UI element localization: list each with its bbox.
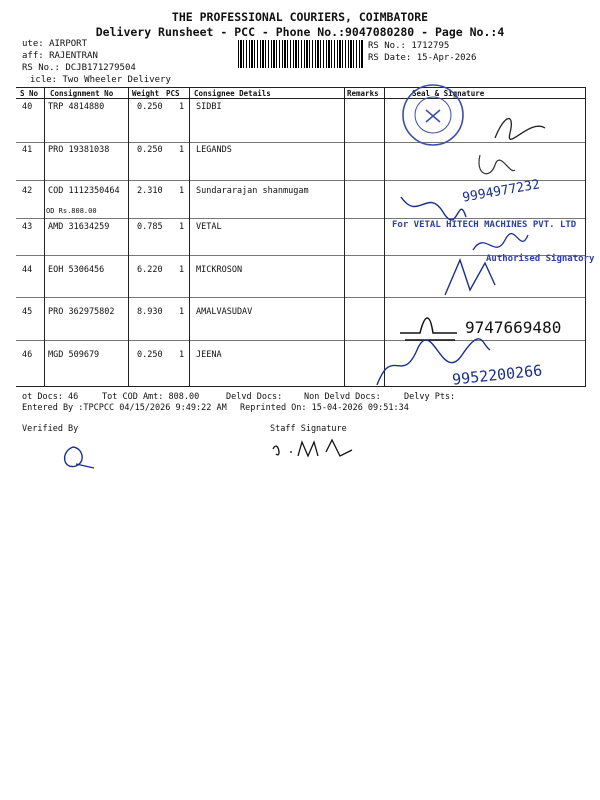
row-sno: 46 — [22, 350, 33, 360]
authorised-signatory-stamp: Authorised Signatory — [486, 254, 595, 264]
verified-by-label: Verified By — [22, 424, 79, 434]
row-pcs: 1 — [179, 102, 185, 112]
col-header-consignee: Consignee Details — [194, 89, 271, 98]
table-top-rule — [16, 87, 586, 88]
row-weight: 0.250 — [137, 350, 163, 360]
runsheet-subtitle: Delivery Runsheet - PCC - Phone No.:9047080280 - Page No.:4 — [95, 25, 505, 39]
row-divider — [16, 297, 586, 298]
col-divider — [344, 88, 345, 387]
col-header-pcs: PCS — [166, 89, 180, 98]
row-pcs: 1 — [179, 145, 185, 155]
row-sno: 45 — [22, 307, 33, 317]
seal-stamp-icon — [398, 80, 468, 150]
verifier-signature-icon — [58, 442, 98, 472]
delivered-docs: Delvd Docs: — [226, 392, 283, 402]
rs-number: RS No.: 1712795 — [368, 41, 450, 51]
company-title: THE PROFESSIONAL COURIERS, COIMBATORE — [171, 10, 429, 24]
staff-signature-icon — [268, 434, 358, 464]
row-weight: 0.250 — [137, 102, 163, 112]
col-divider — [189, 88, 190, 387]
row-pcs: 1 — [179, 265, 185, 275]
rs-date: RS Date: 15-Apr-2026 — [368, 53, 477, 63]
company-stamp: For VETAL HITECH MACHINES PVT. LTD — [392, 220, 577, 230]
row-weight: 0.785 — [137, 222, 163, 232]
row-consignment: TRP 4814880 — [48, 102, 105, 112]
non-delivered-docs: Non Delvd Docs: — [304, 392, 381, 402]
staff-field: aff: RAJENTRAN — [22, 51, 98, 61]
row-divider — [16, 340, 586, 341]
col-header-seal: Seal & Signature — [412, 89, 485, 98]
col-divider — [44, 88, 45, 387]
row-pcs: 1 — [179, 222, 185, 232]
signature-icon — [490, 108, 550, 148]
row-consignment: PRO 362975802 — [48, 307, 115, 317]
total-cod-amount: Tot COD Amt: 808.00 — [102, 392, 200, 402]
col-header-remarks: Remarks — [347, 89, 379, 98]
row-pcs: 1 — [179, 350, 185, 360]
barcode — [238, 40, 364, 68]
row-weight: 2.310 — [137, 186, 163, 196]
row-pcs: 1 — [179, 186, 185, 196]
row-weight: 6.220 — [137, 265, 163, 275]
row-consignment: COD 1112350464 — [48, 186, 120, 196]
row-consignee: VETAL — [196, 222, 222, 232]
row-consignment: MGD 509679 — [48, 350, 100, 360]
row-consignee: MICKROSON — [196, 265, 243, 275]
row-sno: 41 — [22, 145, 33, 155]
row-consignment: PRO 19381038 — [48, 145, 110, 155]
row-weight: 8.930 — [137, 307, 163, 317]
row-pcs: 1 — [179, 307, 185, 317]
row-weight: 0.250 — [137, 145, 163, 155]
row-consignee: LEGANDS — [196, 145, 232, 155]
row-consignee: Sundararajan shanmugam — [196, 186, 309, 196]
row-cod-amount: OD Rs.808.00 — [46, 207, 97, 215]
row-sno: 44 — [22, 265, 33, 275]
table-header-rule — [16, 98, 586, 99]
row-divider — [16, 218, 586, 219]
signature-icon — [440, 255, 500, 300]
delivery-points: Delvy Pts: — [404, 392, 456, 402]
vehicle-field: icle: Two Wheeler Delivery — [30, 75, 171, 85]
handwritten-phone-1: 9994977232 — [461, 177, 541, 206]
row-consignee: JEENA — [196, 350, 222, 360]
table-bottom-rule — [16, 386, 586, 387]
col-divider — [128, 88, 129, 387]
signature-icon — [470, 150, 520, 185]
route-field: ute: AIRPORT — [22, 39, 88, 49]
row-consignment: AMD 31634259 — [48, 222, 110, 232]
handwritten-phone-3: 9952200266 — [451, 361, 544, 389]
row-sno: 43 — [22, 222, 33, 232]
row-consignment: EOH 5306456 — [48, 265, 105, 275]
row-sno: 40 — [22, 102, 33, 112]
col-header-consignment: Consignment No — [50, 89, 114, 98]
col-header-sno: S No — [20, 89, 39, 98]
drs-number: RS No.: DCJB171279504 — [22, 63, 136, 73]
row-consignee: SIDBI — [196, 102, 222, 112]
col-header-weight: Weight — [132, 89, 160, 98]
col-divider — [585, 88, 586, 387]
staff-signature-label: Staff Signature — [270, 424, 347, 434]
row-sno: 42 — [22, 186, 33, 196]
row-consignee: AMALVASUDAV — [196, 307, 253, 317]
reprinted-on: Reprinted On: 15-04-2026 09:51:34 — [240, 403, 409, 413]
entered-by: Entered By :TPCPCC 04/15/2026 9:49:22 AM — [22, 403, 227, 413]
total-docs: ot Docs: 46 — [22, 392, 79, 402]
handwritten-phone-2: 9747669480 — [465, 318, 562, 337]
